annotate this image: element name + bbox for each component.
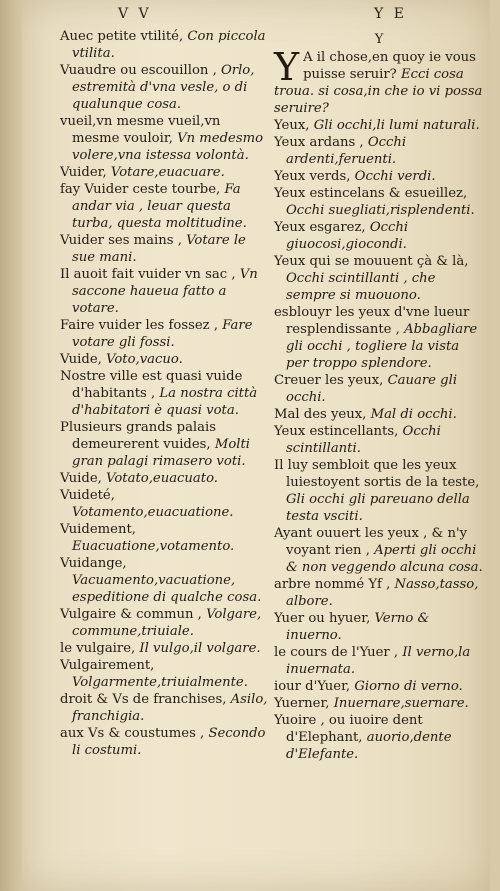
- french-term: Il auoit fait vuider vn sac ,: [60, 267, 236, 282]
- french-term: Vuidange,: [60, 556, 127, 571]
- dictionary-entry: [60, 419, 270, 470]
- italian-gloss: Nasso,tasso, albore.: [286, 577, 479, 609]
- french-term: droit & Vs de franchises,: [60, 692, 227, 707]
- french-term: Creuer les yeux,: [274, 373, 384, 388]
- italian-gloss: Abbagliare gli occhi , togliere la vista per troppo splendore.: [286, 322, 478, 371]
- italian-gloss: Orlo, estremità d'vna vesle, o di qualunque cosa.: [72, 63, 255, 112]
- italian-gloss: Molti gran palagi rimasero voti.: [72, 437, 251, 469]
- dictionary-entry: [274, 525, 484, 576]
- french-term: Vuide,: [60, 352, 102, 367]
- italian-gloss: auorio,dente d'Elefante.: [286, 730, 452, 762]
- italian-gloss: Votato,euacuato.: [106, 471, 218, 486]
- french-term: A il chose,en quoy ie vous puisse seruir?: [303, 50, 476, 82]
- french-term: Yeux estincelans & esueillez,: [274, 186, 468, 201]
- italian-gloss: Volgare, commune,triuiale.: [72, 607, 262, 639]
- french-term: Vulgaire & commun ,: [60, 607, 202, 622]
- italian-gloss: Inuernare,suernare.: [333, 696, 469, 711]
- french-term: Yeux esgarez,: [274, 220, 366, 235]
- french-term: Il luy sembloit que les yeux luiestoyent sortis de la teste,: [274, 458, 480, 490]
- french-term: Yuoire , ou iuoire dent d'Elephant,: [274, 713, 423, 745]
- italian-gloss: Aperti gli occhi & non veggendo alcuna cosa.: [286, 543, 483, 575]
- french-term: Faire vuider les fossez ,: [60, 318, 219, 333]
- dictionary-entry: [60, 28, 270, 62]
- italian-gloss: Occhi giuocosi,giocondi.: [286, 220, 409, 252]
- italian-gloss: Secondo li costumi.: [72, 726, 266, 758]
- french-term: Vulgairement,: [60, 658, 155, 673]
- dictionary-entry: [274, 576, 484, 610]
- section-letter: Y: [374, 32, 384, 47]
- italian-gloss: Fa andar via , leuar questa turba, questa moltitudine.: [72, 182, 247, 231]
- dictionary-entry: [274, 695, 484, 712]
- dictionary-entry: [60, 266, 270, 317]
- italian-gloss: Occhi ardenti,feruenti.: [286, 135, 407, 167]
- french-term: Vuaudre ou escouillon ,: [60, 63, 217, 78]
- italian-gloss: Votare le sue mani.: [72, 233, 246, 265]
- italian-gloss: Occhi verdi.: [354, 169, 436, 184]
- italian-gloss: Vn saccone haueua fatto a votare.: [72, 267, 258, 316]
- dictionary-entry: [274, 134, 484, 168]
- french-term: Yeux estincellants,: [274, 424, 399, 439]
- dictionary-entry: [274, 168, 484, 185]
- dictionary-entry: [60, 691, 270, 725]
- dictionary-entry: [274, 219, 484, 253]
- italian-gloss: Giorno di verno.: [354, 679, 463, 694]
- italian-gloss: Occhi scintillanti.: [286, 424, 441, 456]
- italian-gloss: Occhi scintillanti , che sempre si muouono.: [286, 271, 436, 303]
- dictionary-entry: [274, 610, 484, 644]
- dictionary-entry: [60, 113, 270, 164]
- italian-gloss: Occhi suegliati,risplendenti.: [286, 203, 475, 218]
- french-term: iour d'Yuer,: [274, 679, 351, 694]
- italian-gloss: Vacuamento,vacuatione, espeditione di qualche cosa.: [72, 573, 262, 605]
- french-term: le cours de l'Yuer ,: [274, 645, 399, 660]
- dictionary-entry: [60, 521, 270, 555]
- dictionary-entry: [274, 644, 484, 678]
- italian-gloss: Asilo, franchigia.: [72, 692, 268, 724]
- french-term: Plusieurs grands palais demeurerent vuides,: [60, 420, 217, 452]
- dictionary-entry: [274, 372, 484, 406]
- book-page: [22, 0, 490, 891]
- dictionary-entry: [60, 368, 270, 419]
- italian-gloss: Fare votare gli fossi.: [72, 318, 253, 350]
- italian-gloss: Cauare gli occhi.: [286, 373, 458, 405]
- dictionary-entry: [60, 487, 270, 521]
- italian-gloss: Vn medesmo volere,vna istessa volontà.: [72, 131, 264, 163]
- dictionary-entry: [274, 457, 484, 525]
- french-term: Yeux verds,: [274, 169, 351, 184]
- italian-gloss: Ecci cosa troua. si cosa,in che io vi possa seruire?: [274, 67, 483, 116]
- french-term: le vulgaire,: [60, 641, 136, 656]
- italian-gloss: Gli occhi,li lumi naturali.: [313, 118, 480, 133]
- italian-gloss: Il verno,la inuernata.: [286, 645, 471, 677]
- dictionary-entry: [274, 406, 484, 423]
- french-term: Yuer ou hyuer,: [274, 611, 371, 626]
- dictionary-entry: [60, 232, 270, 266]
- drop-cap: Y: [274, 45, 300, 89]
- italian-gloss: Verno & inuerno.: [286, 611, 430, 643]
- italian-gloss: Votamento,euacuatione.: [72, 505, 234, 520]
- dictionary-entry: [60, 725, 270, 759]
- french-term: esblouyr les yeux d'vne lueur resplendissante ,: [274, 305, 470, 337]
- dictionary-entry: [274, 117, 484, 134]
- french-term: Vuider ses mains ,: [60, 233, 182, 248]
- dictionary-entry: [274, 423, 484, 457]
- running-head-left: V V: [118, 6, 152, 22]
- dictionary-entry: [60, 470, 270, 487]
- italian-gloss: La nostra città d'habitatori è quasi vota.: [72, 386, 258, 418]
- dictionary-entry: [274, 185, 484, 219]
- italian-gloss: Votare,euacuare.: [110, 165, 225, 180]
- french-term: Auec petite vtilité,: [60, 29, 184, 44]
- dictionary-entry: [60, 555, 270, 606]
- french-term: Nostre ville est quasi vuide d'habitants ,: [60, 369, 243, 401]
- dictionary-entry: [274, 253, 484, 304]
- page-edge: [0, 0, 22, 891]
- french-term: Vuider,: [60, 165, 107, 180]
- running-head-right: Y E: [374, 6, 407, 22]
- italian-gloss: Mal di occhi.: [370, 407, 457, 422]
- french-term: Yeux,: [274, 118, 310, 133]
- dictionary-entry: [60, 62, 270, 113]
- french-term: arbre nommé Yf ,: [274, 577, 391, 592]
- dictionary-entry: [60, 640, 270, 657]
- italian-gloss: Volgarmente,triuialmente.: [72, 675, 248, 690]
- italian-gloss: Il vulgo,il volgare.: [139, 641, 261, 656]
- french-term: Yeux qui se mouuent çà & là,: [274, 254, 469, 269]
- dictionary-entry: [60, 606, 270, 640]
- dictionary-entry: [60, 657, 270, 691]
- running-head: [22, 6, 490, 28]
- dictionary-entry: [60, 164, 270, 181]
- dictionary-entry: [274, 304, 484, 372]
- dictionary-entry: [60, 351, 270, 368]
- french-term: Vuidement,: [60, 522, 136, 537]
- left-column: [60, 28, 270, 759]
- french-term: Vuideté,: [60, 488, 115, 503]
- dictionary-entry: [274, 678, 484, 695]
- italian-gloss: Con piccola vtilita.: [72, 29, 266, 61]
- french-term: Ayant ouuert les yeux , & n'y voyant rien ,: [274, 526, 468, 558]
- italian-gloss: Voto,vacuo.: [106, 352, 183, 367]
- dictionary-entry: [274, 45, 484, 117]
- right-entries: [274, 117, 484, 763]
- french-term: Yuerner,: [274, 696, 330, 711]
- right-column: [274, 28, 484, 763]
- french-term: vueil,vn mesme vueil,vn mesme vouloir,: [60, 114, 221, 146]
- french-term: fay Vuider ceste tourbe,: [60, 182, 221, 197]
- italian-gloss: Gli occhi gli pareuano della testa vsciti.: [286, 492, 470, 524]
- italian-gloss: Euacuatione,votamento.: [72, 539, 235, 554]
- french-term: Yeux ardans ,: [274, 135, 364, 150]
- dictionary-entry: [60, 181, 270, 232]
- dictionary-entry: [274, 712, 484, 763]
- french-term: aux Vs & coustumes ,: [60, 726, 205, 741]
- french-term: Vuide,: [60, 471, 102, 486]
- french-term: Mal des yeux,: [274, 407, 367, 422]
- dictionary-entry: [60, 317, 270, 351]
